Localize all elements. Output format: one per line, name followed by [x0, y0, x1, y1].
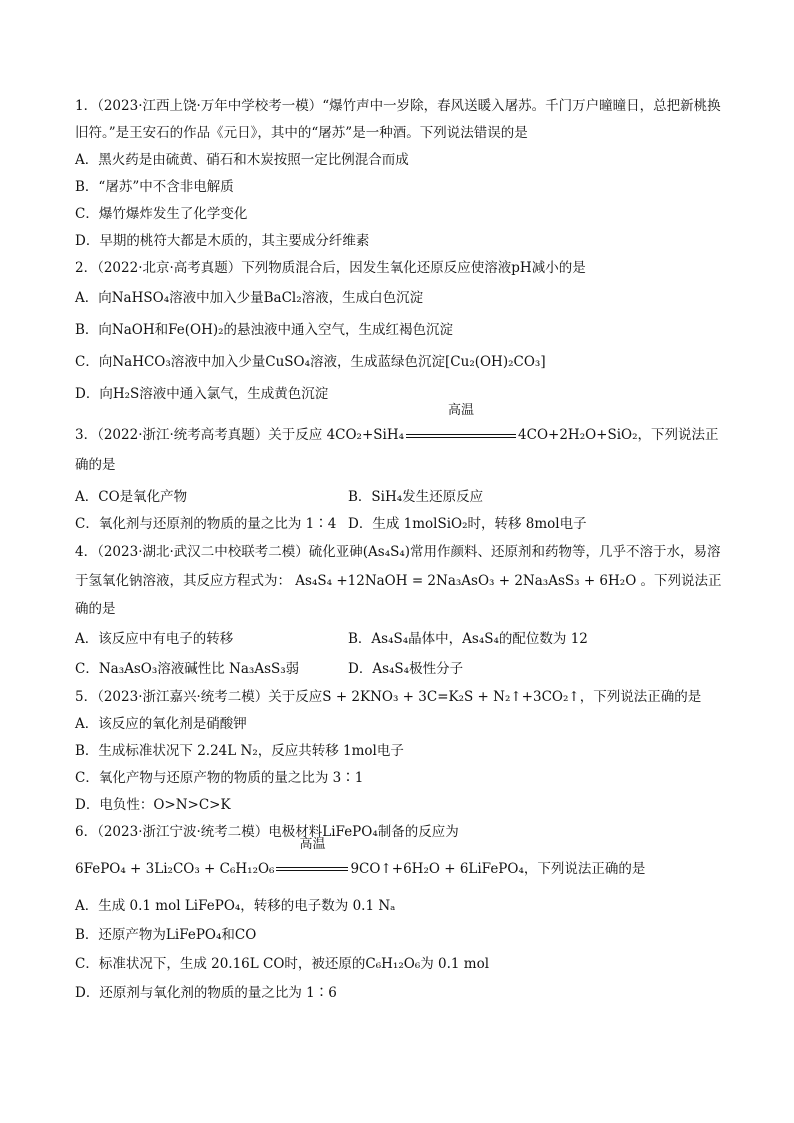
option-d: D．向H₂S溶液中通入氯气，生成黄色沉淀 — [75, 386, 329, 402]
condition-label: 高温 — [299, 836, 326, 852]
option-b: B．向NaOH和Fe(OH)₂的悬浊液中通入空气，生成红褐色沉淀 — [75, 322, 454, 338]
question-5 — [75, 684, 725, 819]
stem-text-post: 4CO+2H₂O+SiO₂，下列说法正确的是 — [75, 427, 719, 473]
equation-post: 9CO↑+6H₂O + 6LiFePO₄，下列说法正确的是 — [350, 860, 646, 877]
condition-label: 高温 — [448, 403, 475, 418]
options-row — [75, 654, 725, 684]
option-a: A．该反应的氧化剂是硝酸钾 — [75, 715, 247, 732]
question-2 — [75, 255, 725, 410]
option-a: A．CO是氧化产物 — [75, 489, 188, 505]
question-6 — [75, 819, 725, 1008]
option-c: C．Na₃AsO₃溶液碱性比 Na₃AsS₃弱 — [75, 660, 300, 677]
question-4 — [75, 538, 725, 684]
question-3 — [75, 403, 725, 538]
option-c: C．氧化产物与还原产物的物质的量之比为 3∶1 — [75, 769, 364, 786]
question-stem — [75, 403, 725, 480]
option-d: D．早期的桃符大都是木质的，其主要成分纤维素 — [75, 233, 370, 249]
option-c: C．向NaHCO₃溶液中加入少量CuSO₄溶液，生成蓝绿色沉淀[Cu₂(OH)₂CO₃] — [75, 354, 546, 370]
option-d: D．电负性：O>N>C>K — [75, 796, 231, 813]
option-d: D．生成 1molSiO₂时，转移 8mol电子 — [348, 516, 587, 532]
option-c: C．爆竹爆炸发生了化学变化 — [75, 206, 248, 222]
question-1 — [75, 93, 725, 255]
reaction-condition — [276, 836, 348, 884]
option-b: B．还原产物为LiFePO₄和CO — [75, 926, 257, 943]
reaction-condition — [406, 403, 516, 450]
option-a: A．该反应中有电子的转移 — [75, 630, 234, 647]
option-b: B．生成标准状况下 2.24L N₂，反应共转移 1mol电子 — [75, 742, 404, 759]
equals-bar — [406, 434, 516, 438]
option-d: D．As₄S₄极性分子 — [348, 660, 464, 677]
option-a: A．向NaHSO₄溶液中加入少量BaCl₂溶液，生成白色沉淀 — [75, 290, 424, 306]
stem-text-pre: 3．（2022·浙江·统考高考真题）关于反应 4CO₂+SiH₄ — [75, 427, 405, 443]
question-stem: 6．（2023·浙江宁波·统考二模）电极材料LiFePO₄制备的反应为 — [75, 823, 459, 840]
equals-bar — [276, 867, 348, 871]
question-stem: 5．（2023·浙江嘉兴·统考二模）关于反应S + 2KNO₃ + 3C=K₂S + N₂↑+3CO₂↑，下列说法正确的是 — [75, 688, 702, 705]
question-stem: 2．（2022·北京·高考真题）下列物质混合后，因发生氧化还原反应使溶液pH减小的是 — [75, 260, 586, 276]
options-row — [75, 624, 725, 654]
option-a: A．生成 0.1 mol LiFePO₄，转移的电子数为 0.1 Nₐ — [75, 897, 396, 914]
reaction-equation — [75, 836, 725, 884]
question-stem: 1．（2023·江西上饶·万年中学校考一模）“爆竹声中一岁除，春风送暖入屠苏。千门万户曈曈日，总把新桃换旧符。”是王安石的作品《元日》，其中的“屠苏”是一种酒。下列说法错误的是 — [75, 98, 721, 141]
question-stem: 4．（2023·湖北·武汉二中校联考二模）硫化亚砷(As₄S₄)常用作颜料、还原剂和药物等，几乎不溶于水，易溶于氢氧化钠溶液，其反应方程式为： As₄S₄ +12NaOH = 2Na₃AsO₃ + 2Na₃AsS₃ + 6H₂O 。下列说法正确的是 — [75, 544, 722, 617]
options-row — [75, 484, 725, 511]
option-d: D．还原剂与氧化剂的物质的量之比为 1∶6 — [75, 984, 337, 1001]
option-b: B．“屠苏”中不含非电解质 — [75, 179, 234, 195]
option-b: B．SiH₄发生还原反应 — [348, 489, 484, 505]
question-sheet — [75, 93, 725, 1008]
options-row — [75, 511, 725, 538]
option-c: C．氧化剂与还原剂的物质的量之比为 1∶4 — [75, 516, 337, 532]
option-b: B．As₄S₄晶体中，As₄S₄的配位数为 12 — [348, 630, 588, 647]
equation-pre: 6FePO₄ + 3Li₂CO₃ + C₆H₁₂O₆ — [75, 860, 275, 877]
option-a: A．黑火药是由硫黄、硝石和木炭按照一定比例混合而成 — [75, 152, 409, 168]
option-c: C．标准状况下，生成 20.16L CO时，被还原的C₆H₁₂O₆为 0.1 mol — [75, 955, 490, 972]
